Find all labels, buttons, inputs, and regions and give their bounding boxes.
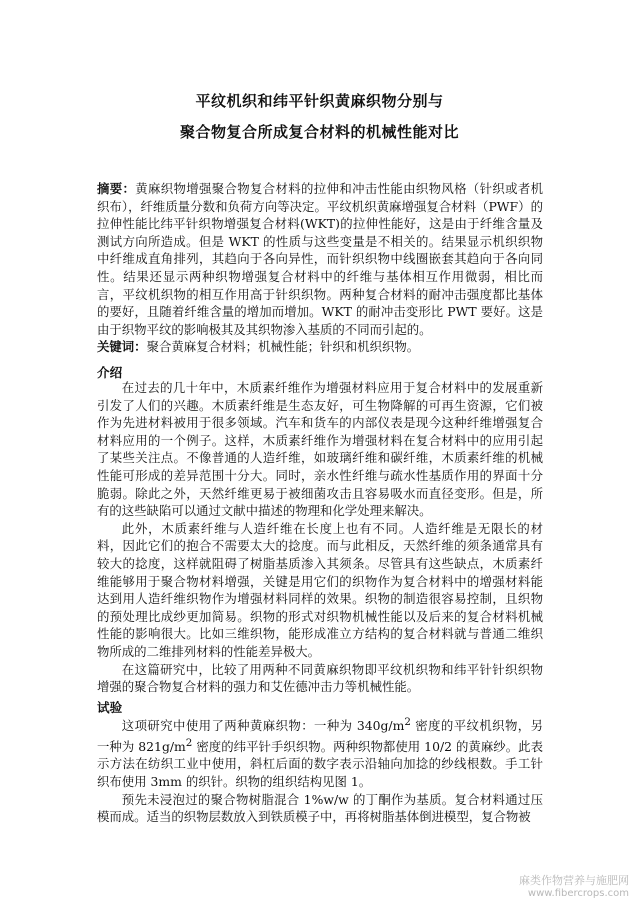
keywords-text: 聚合黄麻复合材料；机械性能；针织和机织织物。	[146, 339, 420, 355]
abstract-text: 黄麻织物增强聚合物复合材料的拉伸和冲击性能由织物风格（针织或者机织布），纤维质量分数和负荷方向等决定。平纹机织黄麻增强复合材料（PWF）的拉伸性能比纬平针织物增强复合材料(WKT)的拉伸性能好，这是由于纤维含量及测试方向所造成。但是 WKT 的性质与这些变量是不相关的。结果显示机织织物中纤维成直角排列，其趋向于各向异性，而针织织物中线圈嵌套其趋向于各向同性。结果还显示两种织物增强复合材料中的纤维与基体相互作用微弱，相比而言，平纹机织物的相互作用高于针织织物。两种复合材料的耐冲击强度都比基体的要好，且随着纤维含量的增加而增加。WKT 的耐冲击变形比 PWT 要好。这是由于织物平纹的影响极其及其织物渗入基质的不同而引起的。	[97, 181, 544, 337]
watermark-url: www.fibercrops.com	[527, 888, 629, 899]
title-line-2: 聚合物复合所成复合材料的机械性能对比	[179, 123, 459, 141]
abstract-section	[97, 180, 543, 356]
intro-heading: 介绍	[97, 365, 123, 380]
intro-paragraph-3: 在这篇研究中，比较了用两种不同黄麻织物即平纹机织物和纬平针针织织物增强的聚合物复合材料的强力和艾佐德冲击力等机械性能。	[97, 661, 543, 695]
keywords-paragraph	[97, 338, 543, 356]
abstract-paragraph	[97, 180, 543, 338]
experiment-paragraph-1	[97, 714, 543, 791]
intro-paragraph-2: 此外，木质素纤维与人造纤维在长度上也有不同。人造纤维是无限长的材料，因此它们的抱合不需要太大的捻度。而与此相反，天然纤维的须条通常具有较大的捻度，这样就阻碍了树脂基质渗入其须条。尽管具有这些缺点，木质素纤维能够用于聚合物材料增强，关键是用它们的织物作为复合材料中的增强材料能达到用人造纤维织物作为增强材料同样的效果。织物的制造很容易控制，且织物的预处理比成纱更加简易。织物的形式对织物机械性能以及后来的复合材料机械性能的影响很大。比如三维织物，能形成准立方结构的复合材料就与普通二维织物所成的二维排列材料的性能差异极大。	[97, 520, 543, 659]
exp-text-b: 密度的平纹机织物，另一种为 821g/m	[97, 718, 543, 754]
exp-text-c: 密度的纬平针手织织物。两种织物都使用 10/2 的黄麻纱。此表示方法在纺织工业中使用，斜杠后面的数字表示沿轴向加捻的纱线根数。手工针织布使用 3mm 的织针。织物的组织结构见图 1。	[97, 738, 543, 790]
abstract-label: 摘要：	[97, 181, 136, 196]
intro-section	[97, 379, 543, 696]
intro-paragraph-1: 在过去的几十年中，木质素纤维作为增强材料应用于复合材料中的发展重新引发了人们的兴趣。木质素纤维是生态友好，可生物降解的可再生资源，它们被作为先进材料被用于很多领域。汽车和货车的内部仪表是现今这种纤维增强复合材料应用的一个例子。这样，木质素纤维作为增强材料在复合材料中的应用引起了某些关注点。不像普通的人造纤维，如玻璃纤维和碳纤维，木质素纤维的机械性能可形成的差异范围十分大。同时，亲水性纤维与疏水性基质作用的界面十分脆弱。除此之外，天然纤维更易于被细菌攻击且容易吸水而直径变形。但是，所有的这些缺陷可以通过文献中描述的物理和化学处理来解决。	[97, 380, 543, 519]
experiment-section	[97, 714, 543, 826]
experiment-paragraph-2: 预先未浸泡过的聚合物树脂混合 1%w/w 的丁酮作为基质。复合材料通过压模而成。适当的织物层数放入到铁质模子中，再将树脂基体倒进模型，复合物被	[97, 791, 543, 825]
keywords-label: 关键词：	[97, 339, 147, 355]
exp-sup-1: 2	[404, 716, 411, 728]
exp-text-a: 这项研究中使用了两种黄麻织物：一种为 340g/m	[121, 718, 405, 734]
watermark-site-name: 麻类作物营养与施肥网	[519, 874, 629, 887]
exp-sup-2: 2	[185, 736, 193, 749]
experiment-heading: 试验	[97, 700, 123, 715]
title-line-1: 平纹机织和纬平针织黄麻织物分别与	[195, 92, 444, 110]
site-watermark	[519, 872, 629, 899]
